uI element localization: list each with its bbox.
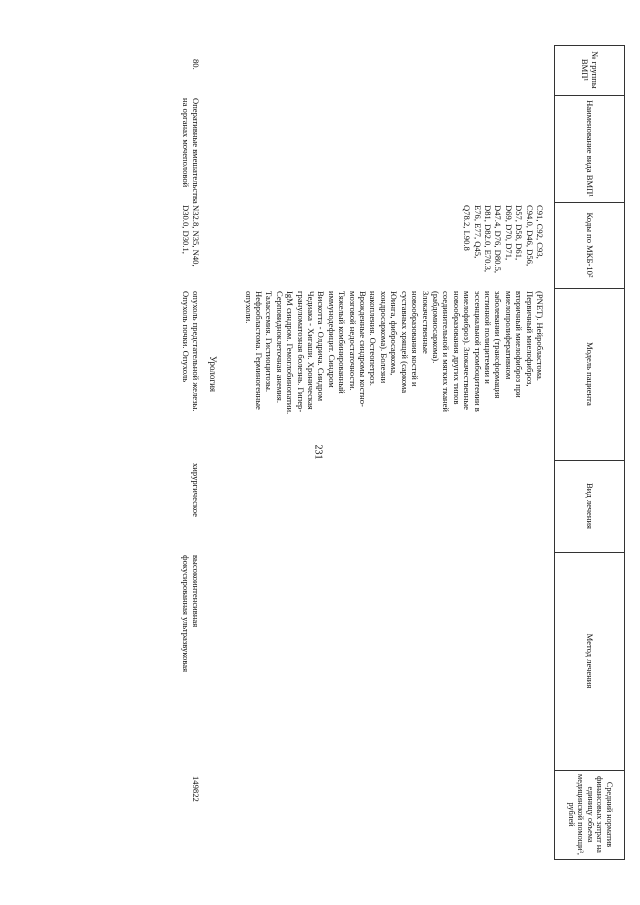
model-line: Серповидноклеточная анемия. [274,291,285,403]
model-line: Опухоль почки. Опухоль [180,291,191,383]
model-line: Злокачественные [420,291,431,354]
model-line: Тяжелый комбинированный [337,291,348,394]
name-line: Оперативные вмешательства [191,98,201,204]
table-row-continued [215,45,545,860]
method-line: фокусированная ультразвуковая [180,555,191,673]
icd-line: D47.4, D76, D80.5, [493,205,504,274]
divider [555,859,625,860]
icd-line: E76, E77, Q45, [472,205,483,259]
header-average-cost: Средний норматив финансовых затрат на единицу объема медицинской помощи³, рублей [566,774,614,855]
icd-line: Q78.2, L90.8 [462,205,473,251]
model-line: опухоль предстательной железы. [191,291,201,412]
icd-line: C94.0, D46, D56, [524,205,535,267]
method-line: высокоинтенсивная [191,555,201,628]
model-line: суставных хрящей (саркома [399,291,410,394]
header-treatment-method: Метод лечения [585,633,596,689]
icd-codes-cell [462,202,545,292]
group-number-cell: 80. [191,59,201,70]
model-line: Врожденные синдромы костно- [358,291,369,407]
average-cost-cell: 149822 [191,776,201,802]
icd-line: C91, C92, C93, [535,205,545,259]
model-line: (PNET). Нейробластома. [535,291,545,381]
model-line: вторичный миелофиброз при [514,291,525,398]
model-line: грануломатозная болезнь. Гипер- [295,291,306,413]
model-line: мозговой недостаточности. [347,291,358,391]
icd-line: D81, D82.0, E70.3, [482,205,493,273]
vmp-name-cell [180,95,201,205]
treatment-type-cell: хирургическое [191,463,201,517]
model-line: IgM синдром. Гемоглобинопатии. [285,291,296,415]
page-number: 231 [312,444,324,460]
model-line: Вискотта - Олдрича. Синдром [316,291,327,402]
model-line: миелопролиферативном [503,291,514,380]
section-title-urology: Урология [208,355,218,393]
model-line: соединительной и мягких тканей [441,291,452,413]
header-treatment-type: Вид лечения [585,482,596,530]
rotated-table [80,45,625,860]
icd-line: D30.0, D30.1, [180,205,191,254]
model-line: Чедиака - Хигаши. Хроническая [306,291,317,410]
model-line: опухоли. [243,291,254,324]
model-line: Талассемия. Гистиоцитозы. [264,291,275,393]
icd-line: D57, D58, D61, [514,205,525,261]
model-line: Нефробластома. Герминогенные [254,291,265,410]
header-icd-codes: Коды по МКБ-10² [585,212,596,278]
model-line: Юинга, фибросаркома, [389,291,400,376]
model-line: миелофиброз). Злокачественные [462,291,473,410]
name-line: на органах мочеполовой [180,98,191,188]
model-line: новообразования других типов [451,291,462,405]
icd-codes-cell [180,202,201,292]
treatment-method-cell [180,552,201,770]
model-line: истинной полицитемии и [482,291,493,384]
header-group-number: № группы ВМП¹ [580,51,601,89]
patient-model-cell [243,288,545,460]
model-line: (рабдомиосаркома). [430,291,441,364]
table-header [555,45,625,860]
icd-line: N32.8, N35, N40, [191,205,201,267]
model-line: иммунодефицит. Синдром [326,291,337,388]
header-patient-model: Модель пациента [585,342,596,406]
model-line: хондросаркома). Болезни [378,291,389,384]
model-line: эссенциальной тромбоцитемии в [472,291,483,412]
table-row-80 [161,45,201,860]
header-vmp-name: Наименование вида ВМП¹ [585,100,596,197]
model-line: заболевании (трансформация [493,291,504,399]
icd-line: D69, D70, D71, [503,205,514,261]
model-line: Первичный миелофиброз, [524,291,535,387]
model-line: новообразования костей и [410,291,421,387]
patient-model-cell [180,288,201,460]
model-line: накопления. Остеопетроз. [368,291,379,386]
